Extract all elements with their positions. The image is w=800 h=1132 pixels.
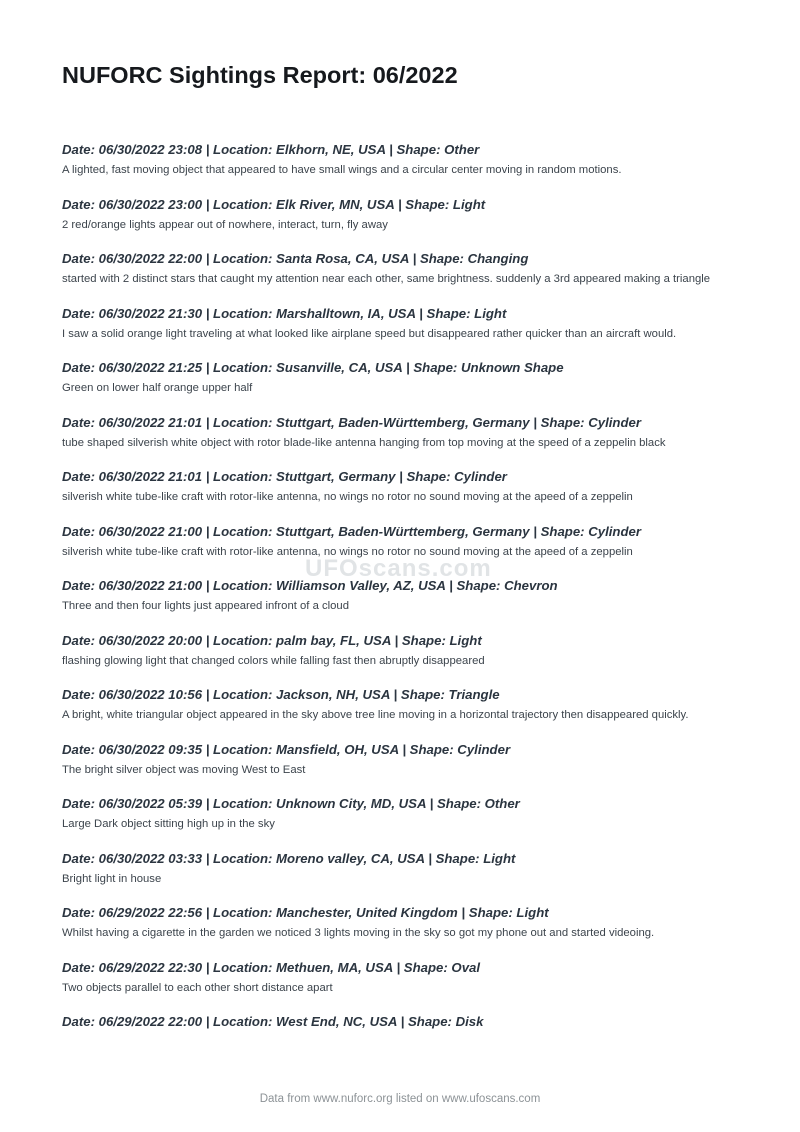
- sighting-entry: [62, 685, 752, 724]
- sighting-description: tube shaped silverish white object with rotor blade-like antenna hanging from top moving at the speed of a zeppelin black: [62, 436, 666, 449]
- sighting-description: 2 red/orange lights appear out of nowhere, interact, turn, fly away: [62, 218, 388, 231]
- sighting-description: flashing glowing light that changed colors while falling fast then abruptly disappeared: [62, 654, 485, 667]
- sighting-header: Date: 06/30/2022 21:00 | Location: Stuttgart, Baden-Württemberg, Germany | Shape: Cylinder: [62, 523, 641, 539]
- sighting-header: Date: 06/29/2022 22:56 | Location: Manchester, United Kingdom | Shape: Light: [62, 905, 549, 920]
- sighting-description: Large Dark object sitting high up in the sky: [62, 818, 275, 830]
- sighting-header: Date: 06/30/2022 21:25 | Location: Susanville, CA, USA | Shape: Unknown Shape: [62, 360, 564, 375]
- sighting-description: started with 2 distinct stars that caught my attention near each other, same brightness. suddenly a 3rd appeared making a triangle: [62, 273, 711, 285]
- sighting-header: Date: 06/30/2022 23:08 | Location: Elkhorn, NE, USA | Shape: Other: [62, 142, 480, 157]
- sighting-header: Date: 06/30/2022 09:35 | Location: Mansfield, OH, USA | Shape: Cylinder: [62, 741, 511, 757]
- sighting-header: Date: 06/29/2022 22:30 | Location: Methuen, MA, USA | Shape: Oval: [62, 959, 481, 975]
- sighting-entry: [62, 140, 752, 179]
- sighting-description: Whilst having a cigarette in the garden we noticed 3 lights moving in the sky so got my phone out and started videoing.: [62, 927, 655, 939]
- sighting-header: Date: 06/29/2022 22:00 | Location: West End, NC, USA | Shape: Disk: [62, 1014, 484, 1029]
- sighting-entry: [62, 195, 752, 234]
- sighting-entry: [62, 1012, 752, 1032]
- sighting-description: I saw a solid orange light traveling at what looked like airplane speed but disappeared rather quicker than an aircraft would.: [62, 327, 677, 340]
- sighting-entry: [62, 413, 752, 452]
- sighting-header: Date: 06/30/2022 20:00 | Location: palm bay, FL, USA | Shape: Light: [62, 632, 482, 648]
- sighting-entry: [62, 958, 752, 997]
- sighting-description: Two objects parallel to each other short distance apart: [62, 981, 333, 994]
- sighting-entry: [62, 794, 752, 833]
- sighting-entry: [62, 249, 752, 288]
- sighting-entry: [62, 467, 752, 506]
- sighting-description: silverish white tube-like craft with rotor-like antenna, no wings no rotor no sound moving at the apeed of a zeppelin: [62, 491, 633, 503]
- sighting-entry: [62, 631, 752, 670]
- sighting-description: Bright light in house: [62, 872, 162, 885]
- sightings-list: [62, 140, 752, 1032]
- sighting-description: silverish white tube-like craft with rotor-like antenna, no wings no rotor no sound moving at the apeed of a zeppelin: [62, 545, 633, 558]
- sighting-entry: [62, 358, 752, 397]
- page-title: NUFORC Sightings Report: 06/2022: [62, 62, 458, 88]
- sighting-header: Date: 06/30/2022 21:01 | Location: Stuttgart, Baden-Württemberg, Germany | Shape: Cylinder: [62, 414, 641, 430]
- sighting-header: Date: 06/30/2022 10:56 | Location: Jackson, NH, USA | Shape: Triangle: [62, 687, 500, 702]
- sighting-header: Date: 06/30/2022 21:30 | Location: Marshalltown, IA, USA | Shape: Light: [62, 305, 507, 321]
- sighting-header: Date: 06/30/2022 21:01 | Location: Stuttgart, Germany | Shape: Cylinder: [62, 469, 507, 484]
- sighting-header: Date: 06/30/2022 03:33 | Location: Moreno valley, CA, USA | Shape: Light: [62, 850, 516, 866]
- sighting-entry: [62, 304, 752, 343]
- sighting-description: The bright silver object was moving West to East: [62, 763, 306, 776]
- sighting-entry: [62, 849, 752, 888]
- sighting-header: Date: 06/30/2022 21:00 | Location: Williamson Valley, AZ, USA | Shape: Chevron: [62, 578, 558, 593]
- sighting-header: Date: 06/30/2022 23:00 | Location: Elk River, MN, USA | Shape: Light: [62, 196, 486, 212]
- watermark: UFOscans.com: [305, 555, 492, 582]
- sighting-header: Date: 06/30/2022 05:39 | Location: Unknown City, MD, USA | Shape: Other: [62, 796, 520, 811]
- sighting-description: A lighted, fast moving object that appeared to have small wings and a circular center moving in random motions.: [62, 164, 622, 176]
- sighting-header: Date: 06/30/2022 22:00 | Location: Santa Rosa, CA, USA | Shape: Changing: [62, 251, 529, 266]
- sighting-description: Three and then four lights just appeared infront of a cloud: [62, 600, 350, 612]
- sighting-description: Green on lower half orange upper half: [62, 382, 253, 394]
- footer-credit: Data from www.nuforc.org listed on www.ufoscans.com: [259, 1093, 541, 1105]
- sighting-description: A bright, white triangular object appeared in the sky above tree line moving in a horizontal trajectory then disappeared quickly.: [62, 709, 689, 721]
- sighting-entry: [62, 740, 752, 779]
- sighting-entry: [62, 903, 752, 942]
